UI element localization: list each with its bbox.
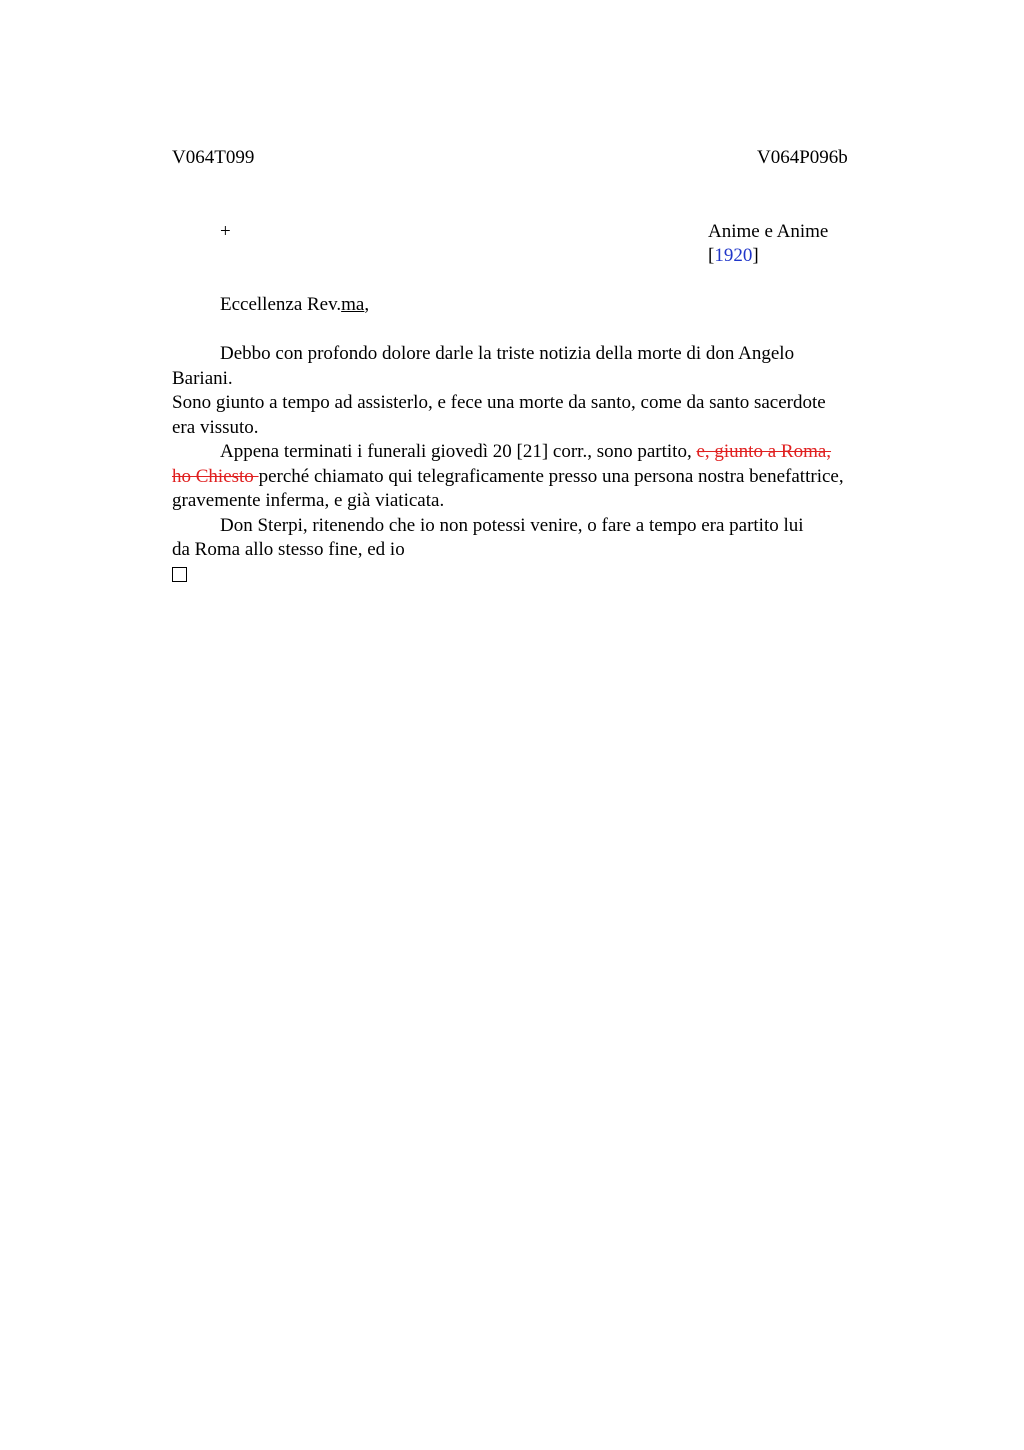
strikethrough-deletion-1: e, giunto a Roma, <box>696 441 832 462</box>
cross-mark: + <box>220 221 231 242</box>
salutation-abbrev-underlined: ma <box>341 294 365 315</box>
paragraph-3-text-1: Appena terminati i funerali giovedì 20 [21] corr., sono partito, <box>220 441 697 462</box>
paragraph-3-line-3: gravemente inferma, e già viaticata. <box>172 490 445 511</box>
paragraph-3-line-2 <box>172 465 912 490</box>
paragraph-1-line-2: Bariani. <box>172 367 233 389</box>
document-ref-left: V064T099 <box>172 147 255 168</box>
paragraph-4-line-2: da Roma allo stesso fine, ed io <box>172 539 405 560</box>
place-line: Anime e Anime <box>708 221 829 242</box>
page-end-row <box>172 563 912 588</box>
paragraph-2-line-1: Sono giunto a tempo ad assisterlo, e fece una morte da santo, come da santo sacerdote <box>172 392 826 413</box>
date-year: 1920 <box>714 245 753 266</box>
paragraph-2-line-2: era vissuto. <box>172 416 259 438</box>
letter-body <box>172 342 912 587</box>
strikethrough-deletion-2: ho Chiesto <box>172 465 259 487</box>
paragraph-3-line-1 <box>172 440 912 465</box>
salutation-comma: , <box>364 294 370 315</box>
paragraph-4-line-1: Don Sterpi, ritenendo che io non potessi venire, o fare a tempo era partito lui <box>220 514 804 536</box>
document-ref-right: V064P096b <box>757 147 848 168</box>
date-line <box>708 244 759 269</box>
date-bracket-open: [ <box>708 245 715 266</box>
salutation <box>220 293 369 318</box>
paragraph-1-line-1: Debbo con profondo dolore darle la triste notizia della morte di don Angelo <box>220 343 795 364</box>
checkbox-square-icon <box>172 567 187 582</box>
paragraph-3-text-2: perché chiamato qui telegraficamente presso una persona nostra benefattrice, <box>258 465 844 487</box>
date-bracket-close: ] <box>752 245 759 266</box>
salutation-text: Eccellenza Rev. <box>220 294 342 315</box>
